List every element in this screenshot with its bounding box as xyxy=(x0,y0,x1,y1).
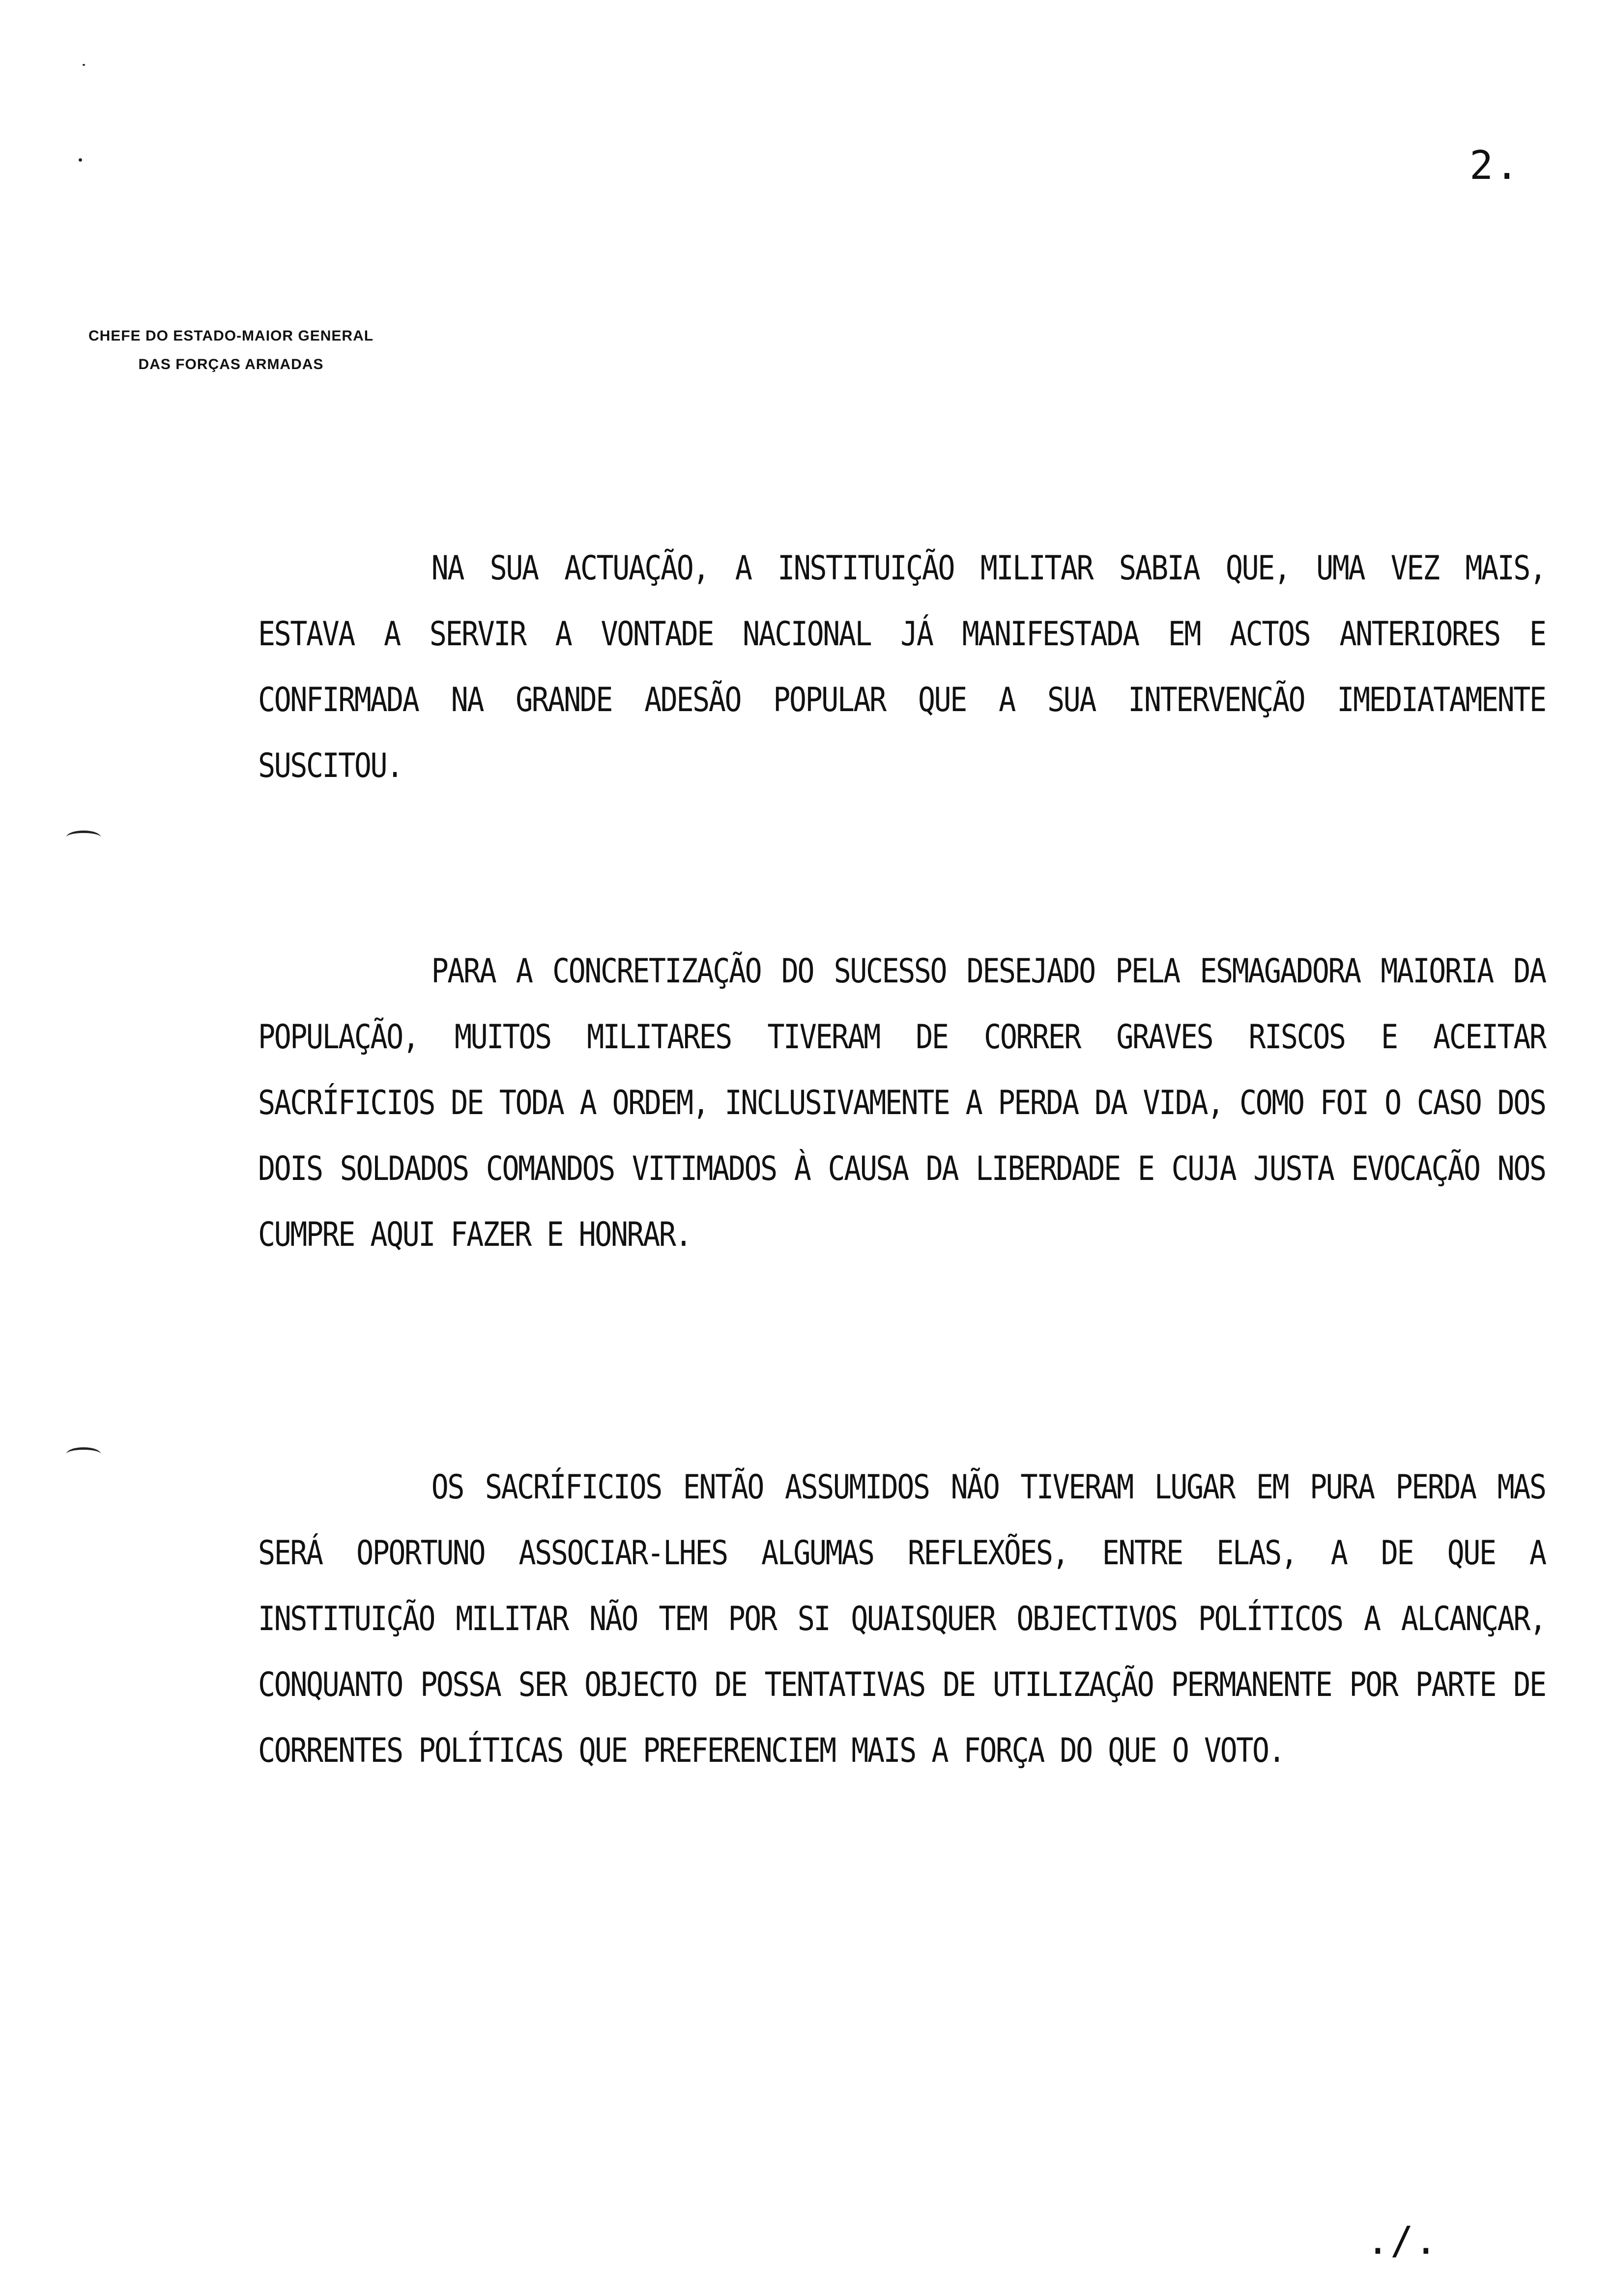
paragraph-3: OS SACRÍFICIOS ENTÃO ASSUMIDOS NÃO TIVERAM LUGAR EM PURA PERDA MAS SERÁ OPORTUNO ASSOCIAR-LHES ALGUMAS REFLEXÕES, ENTRE ELAS, A DE QUE A INSTITUIÇÃO MILITAR NÃO TEM POR SI QUAISQUER OBJECTIVOS POLÍTICOS A ALCANÇAR, CONQUANTO POSSA SER OBJECTO DE TENTATIVAS DE UTILIZAÇÃO PERMANENTE POR PARTE DE CORRENTES POLÍTICAS QUE PREFERENCIEM MAIS A FORÇA DO QUE O VOTO. xyxy=(258,1468,1546,1770)
letterhead xyxy=(59,322,403,379)
margin-bracket-mark xyxy=(66,1447,101,1461)
paragraph-1: NA SUA ACTUAÇÃO, A INSTITUIÇÃO MILITAR SABIA QUE, UMA VEZ MAIS, ESTAVA A SERVIR A VONTADE NACIONAL JÁ MANIFESTADA EM ACTOS ANTERIORES E CONFIRMADA NA GRANDE ADESÃO POPULAR QUE A SUA INTERVENÇÃO IMEDIATAMENTE SUSCITOU. xyxy=(258,549,1546,785)
margin-bracket-mark xyxy=(66,831,101,844)
page-number: 2. xyxy=(1469,143,1521,188)
continuation-mark: ./. xyxy=(1366,2219,1439,2263)
letterhead-line-2: DAS FORÇAS ARMADAS xyxy=(138,356,324,373)
letterhead-line-1: CHEFE DO ESTADO-MAIOR GENERAL xyxy=(88,328,374,344)
punch-mark xyxy=(79,158,82,162)
scan-speck xyxy=(83,64,85,66)
paragraph-2: PARA A CONCRETIZAÇÃO DO SUCESSO DESEJADO PELA ESMAGADORA MAIORIA DA POPULAÇÃO, MUITOS MILITARES TIVERAM DE CORRER GRAVES RISCOS E ACEITAR SACRÍFICIOS DE TODA A ORDEM, INCLUSIVAMENTE A PERDA DA VIDA, COMO FOI O CASO DOS DOIS SOLDADOS COMANDOS VITIMADOS À CAUSA DA LIBERDADE E CUJA JUSTA EVOCAÇÃO NOS CUMPRE AQUI FAZER E HONRAR. xyxy=(258,952,1546,1254)
